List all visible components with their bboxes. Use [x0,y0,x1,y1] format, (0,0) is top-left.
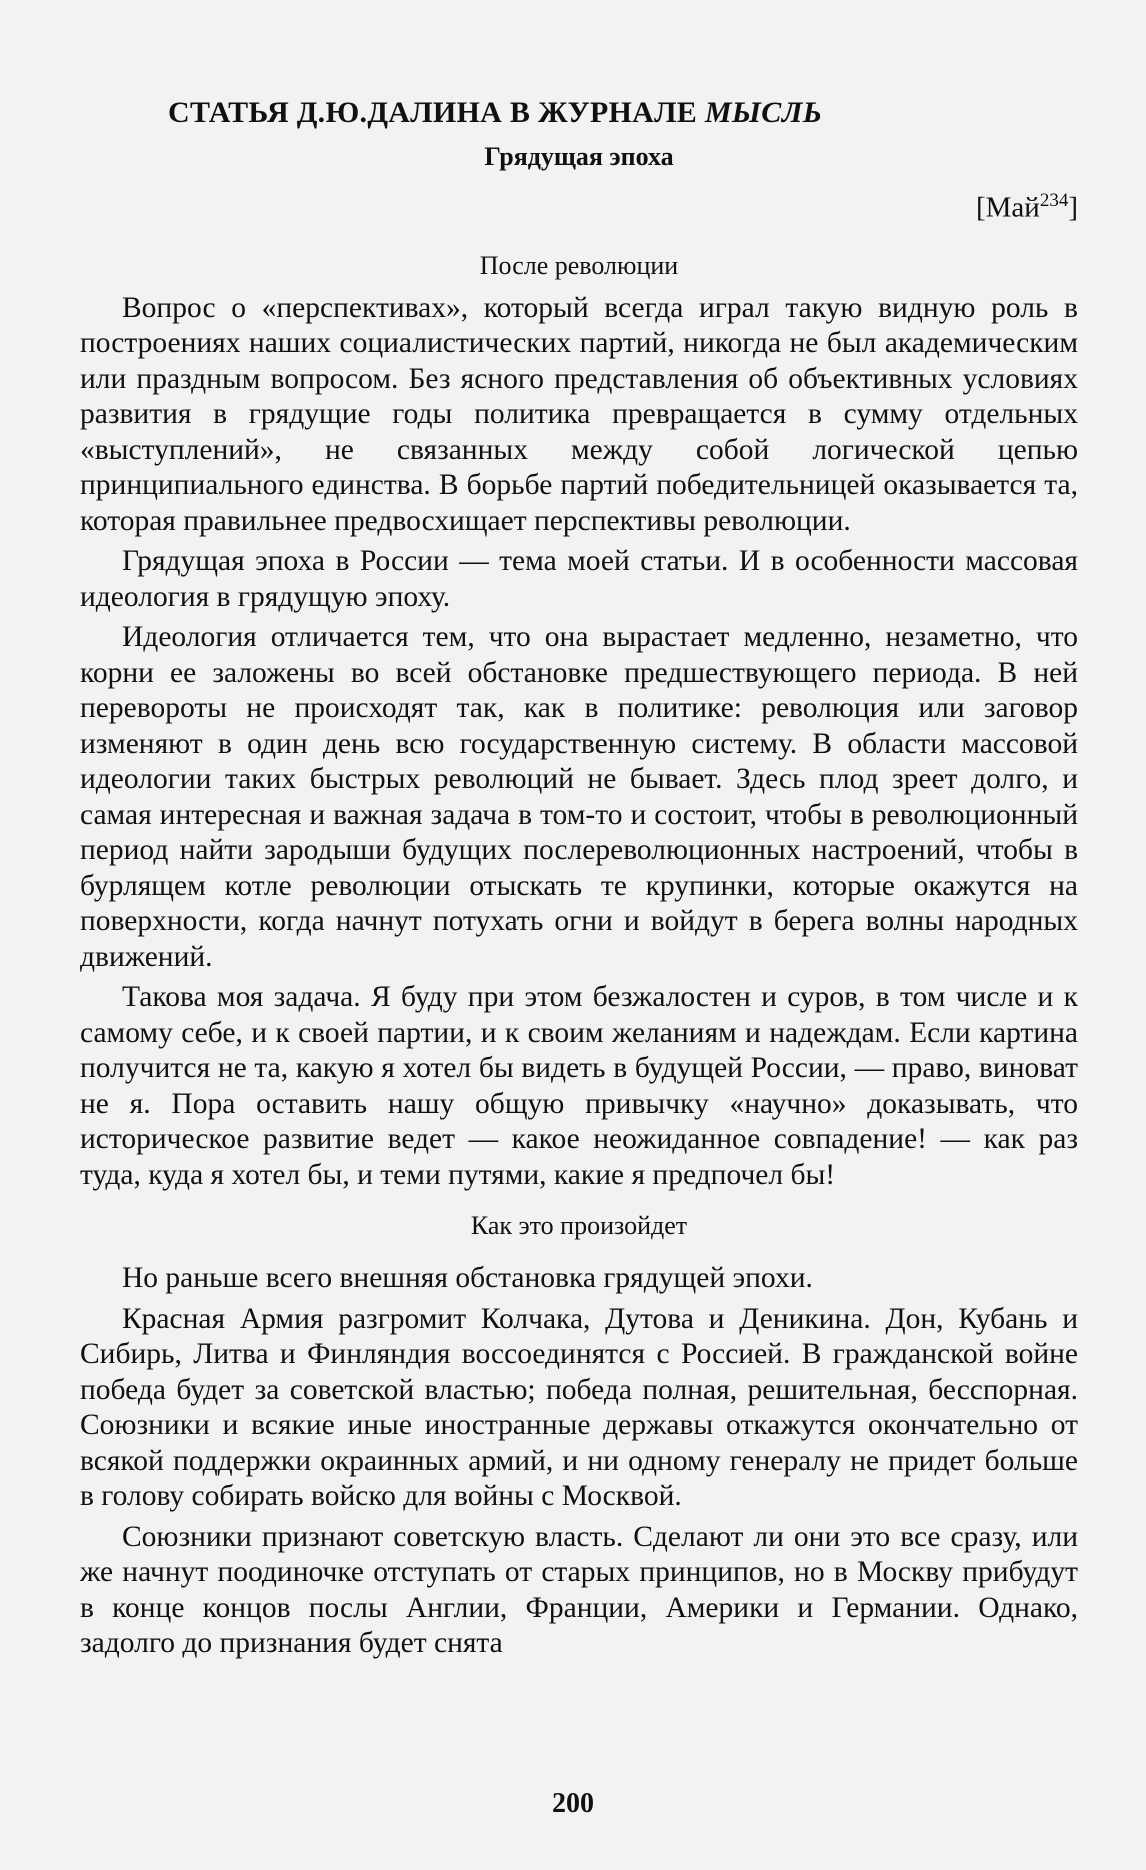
article-title [168,96,1078,130]
paragraph: Красная Армия разгромит Колчака, Дутова и Деникина. Дон, Кубань и Сибирь, Литва и Финляндия воссоединятся с Россией. В гражданской войне победа будет за советской властью; победа полная, решительная, бесспорная. Союзники и всякие иные иностранные державы откажутся окончательно от всякой поддержки окраинных армий, и ни одному генералу не придет больше в голову собирать войско для войны с Москвой. [80,1302,1078,1513]
article-subtitle: Грядущая эпоха [484,142,674,171]
section-heading-how-it-happens: Как это произойдет [470,1211,688,1241]
date-close: ] [1068,191,1078,224]
paragraph: Идеология отличается тем, что она вырастает медленно, незаметно, что корни ее заложены во всей обстановке предшествующего периода. В ней перевороты не происходят так, как в политике: революция или заговор изменяют в один день всю государственную систему. В области массовой идеологии таких быстрых революций не бывает. Здесь плод зреет долго, и самая интересная и важная задача в том-то и состоит, чтобы в революционный период найти зародыши будущих послереволюционных настроений, чтобы в бурлящем котле революции отыскать те крупинки, которые окажутся на поверхности, когда начнут потухать огни и войдут в берега волны народных движений. [80,621,1078,973]
title-main: СТАТЬЯ Д.Ю.ДАЛИНА В ЖУРНАЛЕ [168,96,705,129]
paragraph: Союзники признают советскую власть. Сделают ли они это все сразу, или же начнут поодиночке отступать от старых принципов, но в Москву прибудут в конце концов послы Англии, Франции, Америки и Германии. Однако, задолго до признания будет снята [80,1520,1078,1660]
paragraph: Но раньше всего внешняя обстановка грядущей эпохи. [122,1262,813,1295]
section-heading-after-revolution: После революции [479,250,679,280]
title-journal-name: МЫСЛЬ [704,96,823,129]
paragraph: Вопрос о «перспективах», который всегда играл такую видную роль в построениях наших социалистических партий, никогда не был академическим или праздным вопросом. Без ясного представления об объективных условиях развития в грядущие годы политика превращается в сумму отдельных «выступлений», не связанных между собой логической цепью принципиального единства. В борьбе партий победительницей оказывается та, которая правильнее предвосхищает перспективы революции. [80,291,1078,537]
paragraph: Такова моя задача. Я буду при этом безжалостен и суров, в том числе и к самому себе, и к своей партии, и к своим желаниям и надеждам. Если картина получится не та, какую я хотел бы видеть в будущей России, — право, виноват не я. Пора оставить нашу общую привычку «научно» доказывать, что историческое развитие ведет — какое неожиданное совпадение! — как раз туда, куда я хотел бы, и теми путями, какие я предпочел бы! [80,981,1078,1191]
footnote-ref: 234 [1039,190,1069,211]
page-number: 200 [552,1788,594,1819]
date-text: [Май [975,191,1040,224]
document-page [80,96,1078,1667]
paragraph: Грядущая эпоха в России — тема моей статьи. И в особенности массовая идеология в грядущую эпоху. [80,545,1078,613]
article-date [80,190,1078,225]
